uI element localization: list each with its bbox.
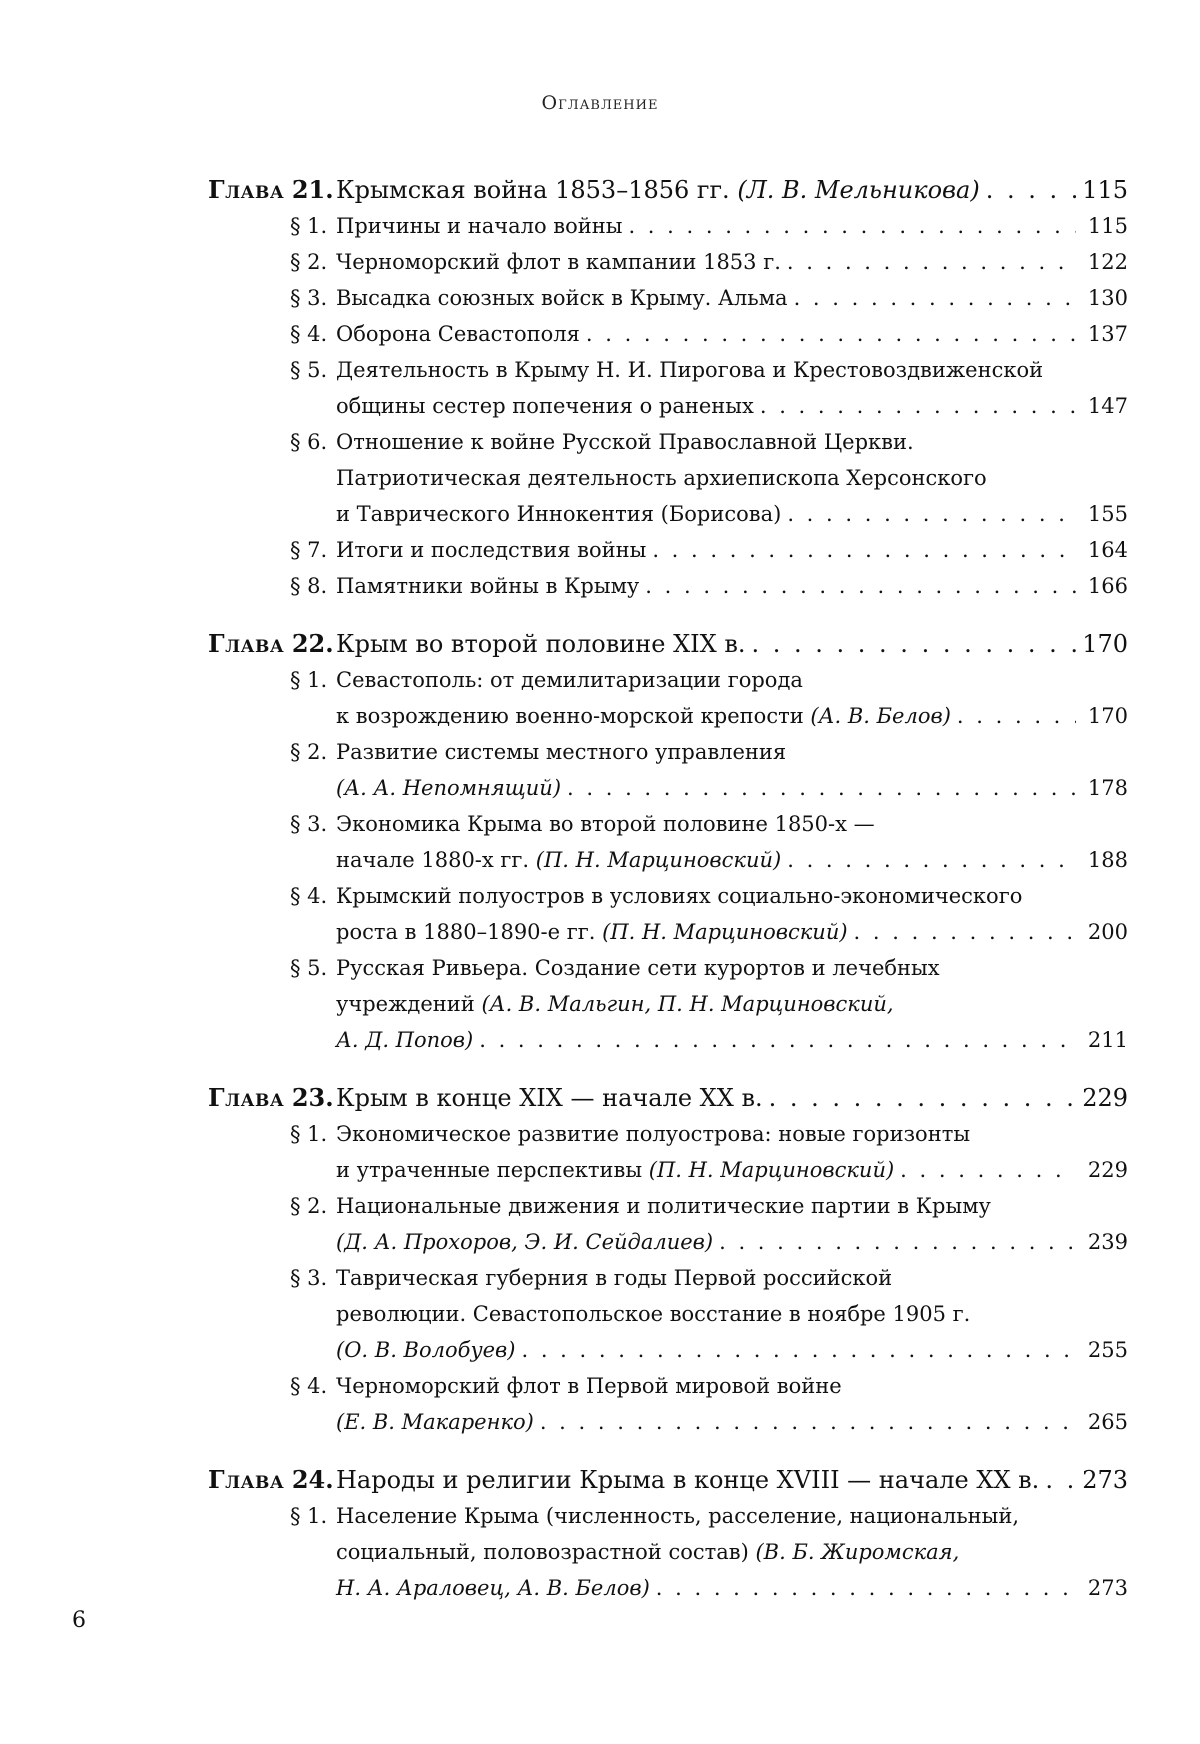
- section-number: § 7.: [290, 532, 336, 568]
- section-title: Итоги и последствия войны: [336, 532, 646, 568]
- section-21-7[interactable]: [290, 532, 1128, 568]
- section-number: § 3.: [290, 280, 336, 316]
- section-title: Причины и начало войны: [336, 208, 622, 244]
- section-author: Н. А. Араловец, А. В. Белов): [336, 1570, 650, 1606]
- section-author: (П. Н. Марциновский): [602, 914, 847, 950]
- section-author: (Е. В. Макаренко): [336, 1404, 534, 1440]
- section-page: 170: [1082, 698, 1128, 734]
- section-title-line: роста в 1880–1890-е гг.: [336, 914, 595, 950]
- chapter-title: Крым в конце XIX — начале XX в.: [336, 1080, 763, 1116]
- section-24-1[interactable]: [290, 1498, 1128, 1606]
- chapter-23[interactable]: [208, 1080, 1128, 1116]
- section-21-4[interactable]: [290, 316, 1128, 352]
- section-21-3[interactable]: [290, 280, 1128, 316]
- section-title: Памятники войны в Крыму: [336, 568, 639, 604]
- section-number: § 3.: [290, 806, 336, 842]
- section-21-6[interactable]: [290, 424, 1128, 532]
- chapter-author: (Л. В. Мельникова): [737, 172, 979, 208]
- section-author: (П. Н. Марциновский): [649, 1152, 894, 1188]
- section-title-line: и утраченные перспективы: [336, 1152, 642, 1188]
- page-number: 6: [72, 1608, 86, 1633]
- section-number: § 1.: [290, 208, 336, 244]
- page-header: Оглавление: [0, 92, 1200, 114]
- section-title: Высадка союзных войск в Крыму. Альма: [336, 280, 788, 316]
- section-author: (П. Н. Марциновский): [536, 842, 781, 878]
- section-23-2[interactable]: [290, 1188, 1128, 1260]
- section-author: (В. Б. Жиромская,: [755, 1534, 959, 1570]
- section-page: 273: [1082, 1570, 1128, 1606]
- section-page: 137: [1082, 316, 1128, 352]
- section-21-8[interactable]: [290, 568, 1128, 604]
- table-of-contents: [208, 172, 1128, 1606]
- section-number: § 5.: [290, 352, 336, 388]
- section-number: § 1.: [290, 662, 336, 698]
- chapter-page: 229: [1082, 1080, 1128, 1116]
- section-author: А. Д. Попов): [336, 1022, 473, 1058]
- chapter-title: Крым во второй половине XIX в.: [336, 626, 746, 662]
- section-number: § 6.: [290, 424, 336, 460]
- section-22-1[interactable]: [290, 662, 1128, 734]
- section-title-line: Русская Ривьера. Создание сети курортов и лечебных: [336, 950, 940, 986]
- section-22-3[interactable]: [290, 806, 1128, 878]
- section-page: 164: [1082, 532, 1128, 568]
- section-page: 166: [1082, 568, 1128, 604]
- chapter-label: Глава: [208, 175, 284, 204]
- section-page: 115: [1082, 208, 1128, 244]
- section-page: 239: [1082, 1224, 1128, 1260]
- section-page: 130: [1082, 280, 1128, 316]
- chapter-number: 23.: [292, 1083, 334, 1112]
- section-number: § 4.: [290, 316, 336, 352]
- chapter-page: 115: [1082, 172, 1128, 208]
- section-22-4[interactable]: [290, 878, 1128, 950]
- section-title-line: Национальные движения и политические партии в Крыму: [336, 1188, 991, 1224]
- section-page: 178: [1082, 770, 1128, 806]
- chapter-label: Глава: [208, 1465, 284, 1494]
- section-number: § 2.: [290, 1188, 336, 1224]
- section-title-line: Развитие системы местного управления: [336, 734, 786, 770]
- section-title: Черноморский флот в кампании 1853 г.: [336, 244, 781, 280]
- section-21-2[interactable]: [290, 244, 1128, 280]
- section-title-line: Севастополь: от демилитаризации города: [336, 662, 803, 698]
- section-22-5[interactable]: [290, 950, 1128, 1058]
- section-title-line: учреждений: [336, 986, 475, 1022]
- chapter-24[interactable]: [208, 1462, 1128, 1498]
- section-title-line: революции. Севастопольское восстание в ноябре 1905 г.: [336, 1296, 970, 1332]
- section-title-line: и Таврического Иннокентия (Борисова): [336, 496, 781, 532]
- section-number: § 3.: [290, 1260, 336, 1296]
- chapter-title: Крымская война 1853–1856 гг.: [336, 172, 730, 208]
- section-title-line: Черноморский флот в Первой мировой войне: [336, 1368, 842, 1404]
- section-23-4[interactable]: [290, 1368, 1128, 1440]
- section-title-line: начале 1880-х гг.: [336, 842, 529, 878]
- section-number: § 2.: [290, 734, 336, 770]
- section-title-line: Население Крыма (численность, расселение, национальный,: [336, 1498, 1019, 1534]
- section-title-line: Экономика Крыма во второй половине 1850-х —: [336, 806, 875, 842]
- section-title-line: общины сестер попечения о раненых: [336, 388, 754, 424]
- section-page: 122: [1082, 244, 1128, 280]
- section-author: (Д. А. Прохоров, Э. И. Сейдалиев): [336, 1224, 713, 1260]
- section-page: 265: [1082, 1404, 1128, 1440]
- section-23-1[interactable]: [290, 1116, 1128, 1188]
- chapter-page: 170: [1082, 626, 1128, 662]
- section-number: § 4.: [290, 1368, 336, 1404]
- section-page: 188: [1082, 842, 1128, 878]
- section-title-line: Отношение к войне Русской Православной Церкви.: [336, 424, 914, 460]
- section-number: § 2.: [290, 244, 336, 280]
- section-page: 229: [1082, 1152, 1128, 1188]
- section-title-line: к возрождению военно-морской крепости: [336, 698, 804, 734]
- chapter-label: Глава: [208, 1083, 284, 1112]
- section-21-5[interactable]: [290, 352, 1128, 424]
- chapter-page: 273: [1082, 1462, 1128, 1498]
- section-title-line: Патриотическая деятельность архиепископа Херсонского: [336, 460, 987, 496]
- chapter-label: Глава: [208, 629, 284, 658]
- section-number: § 4.: [290, 878, 336, 914]
- section-author: (О. В. Волобуев): [336, 1332, 515, 1368]
- section-21-1[interactable]: [290, 208, 1128, 244]
- section-number: § 5.: [290, 950, 336, 986]
- section-number: § 8.: [290, 568, 336, 604]
- section-title-line: Экономическое развитие полуострова: новые горизонты: [336, 1116, 970, 1152]
- section-page: 211: [1082, 1022, 1128, 1058]
- chapter-number: 22.: [292, 629, 334, 658]
- section-author: (А. В. Белов): [810, 698, 951, 734]
- section-author: (А. А. Непомнящий): [336, 770, 561, 806]
- chapter-22[interactable]: [208, 626, 1128, 662]
- section-title-line: социальный, половозрастной состав): [336, 1534, 749, 1570]
- section-22-2[interactable]: [290, 734, 1128, 806]
- chapter-number: 24.: [292, 1465, 334, 1494]
- section-23-3[interactable]: [290, 1260, 1128, 1368]
- section-page: 147: [1082, 388, 1128, 424]
- section-page: 200: [1082, 914, 1128, 950]
- section-title-line: Деятельность в Крыму Н. И. Пирогова и Крестовоздвиженской: [336, 352, 1043, 388]
- section-title: Оборона Севастополя: [336, 316, 580, 352]
- section-title-line: Таврическая губерния в годы Первой российской: [336, 1260, 892, 1296]
- section-page: 255: [1082, 1332, 1128, 1368]
- section-title-line: Крымский полуостров в условиях социально-экономического: [336, 878, 1022, 914]
- section-page: 155: [1082, 496, 1128, 532]
- section-number: § 1.: [290, 1498, 336, 1534]
- section-author: (А. В. Мальгин, П. Н. Марциновский,: [481, 986, 893, 1022]
- section-number: § 1.: [290, 1116, 336, 1152]
- chapter-number: 21.: [292, 175, 334, 204]
- chapter-21[interactable]: [208, 172, 1128, 208]
- chapter-title: Народы и религии Крыма в конце XVIII — начале XX в.: [336, 1462, 1039, 1498]
